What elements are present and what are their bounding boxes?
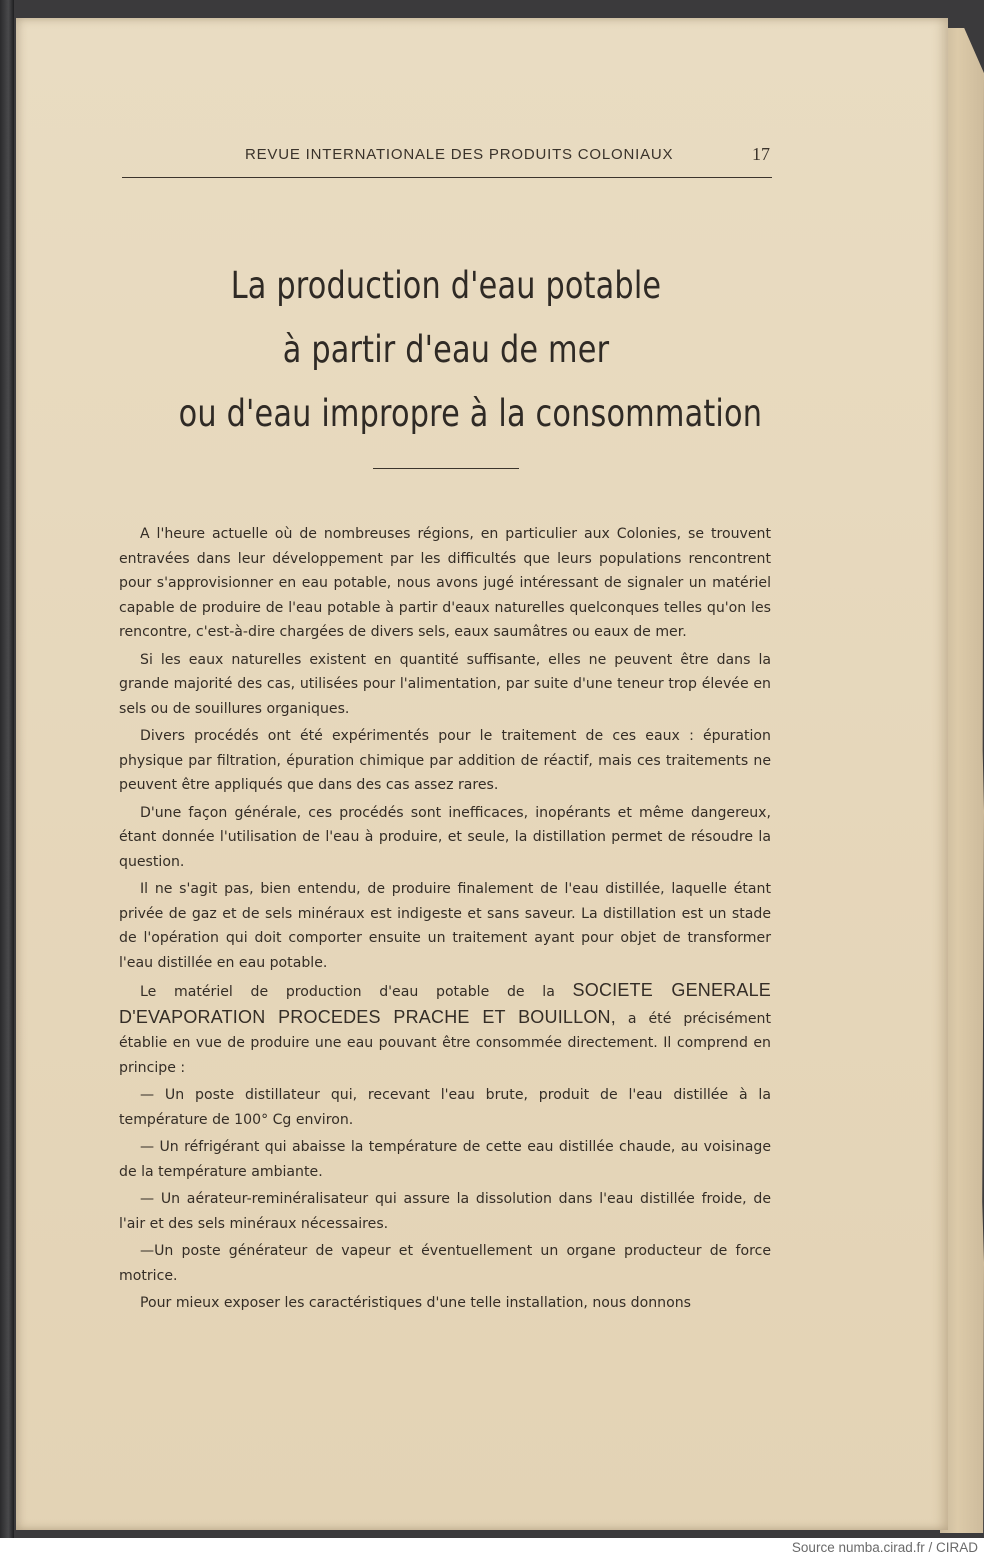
- running-header: [122, 146, 772, 170]
- title-rule: [373, 468, 519, 469]
- title-line-2: à partir d'eau de mer: [282, 328, 610, 371]
- paragraph-4: D'une façon générale, ces procédés sont inefficaces, inopérants et même dangereux, étant donnée l'utilisation de l'eau à produire, et seule, la distillation permet de résoudre la question.: [119, 804, 771, 870]
- paragraph-1: A l'heure actuelle où de nombreuses régions, en particulier aux Colonies, se trouvent entravées dans leur développement par les difficultés que leurs populations rencontrent pour s'approvisionner en eau potable, nous avons jugé intéressant de signaler un matériel capable de produire de l'eau potable à partir d'eaux naturelles quelconques telles qu'on les rencontre, c'est-à-dire chargées de divers sels, eaux saumâtres ou eaux de mer.: [119, 526, 771, 640]
- paragraph-2: Si les eaux naturelles existent en quantité suffisante, elles ne peuvent être dans la grande majorité des cas, utilisées pour l'alimentation, par suite d'une teneur trop élevée en sels ou de souillures organiques.: [119, 651, 771, 717]
- paragraph-5: Il ne s'agit pas, bien entendu, de produire finalement de l'eau distillée, laquelle étant privée de gaz et de sels minéraux est indigeste et sans saveur. La distillation est un stade de l'opération qui doit comporter ensuite un traitement ayant pour objet de transformer l'eau distillée en eau potable.: [119, 881, 771, 971]
- society-name: SOCIETE GENERALE D'EVAPORATION PROCEDES PRACHE ET BOUILLON,: [119, 980, 771, 1027]
- source-credit: Source numba.cirad.fr / CIRAD: [791, 1540, 978, 1555]
- paragraph-7: Pour mieux exposer les caractéristiques d'une telle installation, nous donnons: [140, 1295, 691, 1311]
- paragraph-6-start: Le matériel de production d'eau potable de la: [140, 984, 573, 1000]
- list-item-distillateur: — Un poste distillateur qui, recevant l'eau brute, produit de l'eau distillée à la température de 100° Cg environ.: [119, 1087, 771, 1128]
- article-body: [119, 522, 771, 1319]
- paragraph-6-end: a été précisément établie en vue de produire une eau pouvant être consommée directement. Il comprend en principe :: [119, 1010, 771, 1076]
- journal-title: REVUE INTERNATIONALE DES PRODUITS COLONIAUX: [245, 146, 674, 163]
- book-spine: [0, 0, 14, 1538]
- list-item-refrigerant: — Un réfrigérant qui abaisse la température de cette eau distillée chaude, au voisinage de la température ambiante.: [119, 1139, 771, 1180]
- paragraph-6: [119, 978, 771, 1080]
- title-line-1: La production d'eau potable: [230, 264, 662, 307]
- page-number: 17: [752, 144, 770, 164]
- title-line-3: ou d'eau impropre à la consommation: [178, 392, 763, 435]
- list-item-generateur: —Un poste générateur de vapeur et éventuellement un organe producteur de force motrice.: [119, 1243, 771, 1284]
- paragraph-3: Divers procédés ont été expérimentés pour le traitement de ces eaux : épuration physique par filtration, épuration chimique par addition de réactif, mais ces traitements ne peuvent être appliqués que dans des cas assez rares.: [119, 728, 771, 793]
- article-title: [178, 254, 763, 446]
- list-item-aerateur: — Un aérateur-reminéralisateur qui assure la dissolution dans l'eau distillée froide, de l'air et des sels minéraux nécessaires.: [119, 1191, 771, 1232]
- header-rule: [122, 177, 772, 178]
